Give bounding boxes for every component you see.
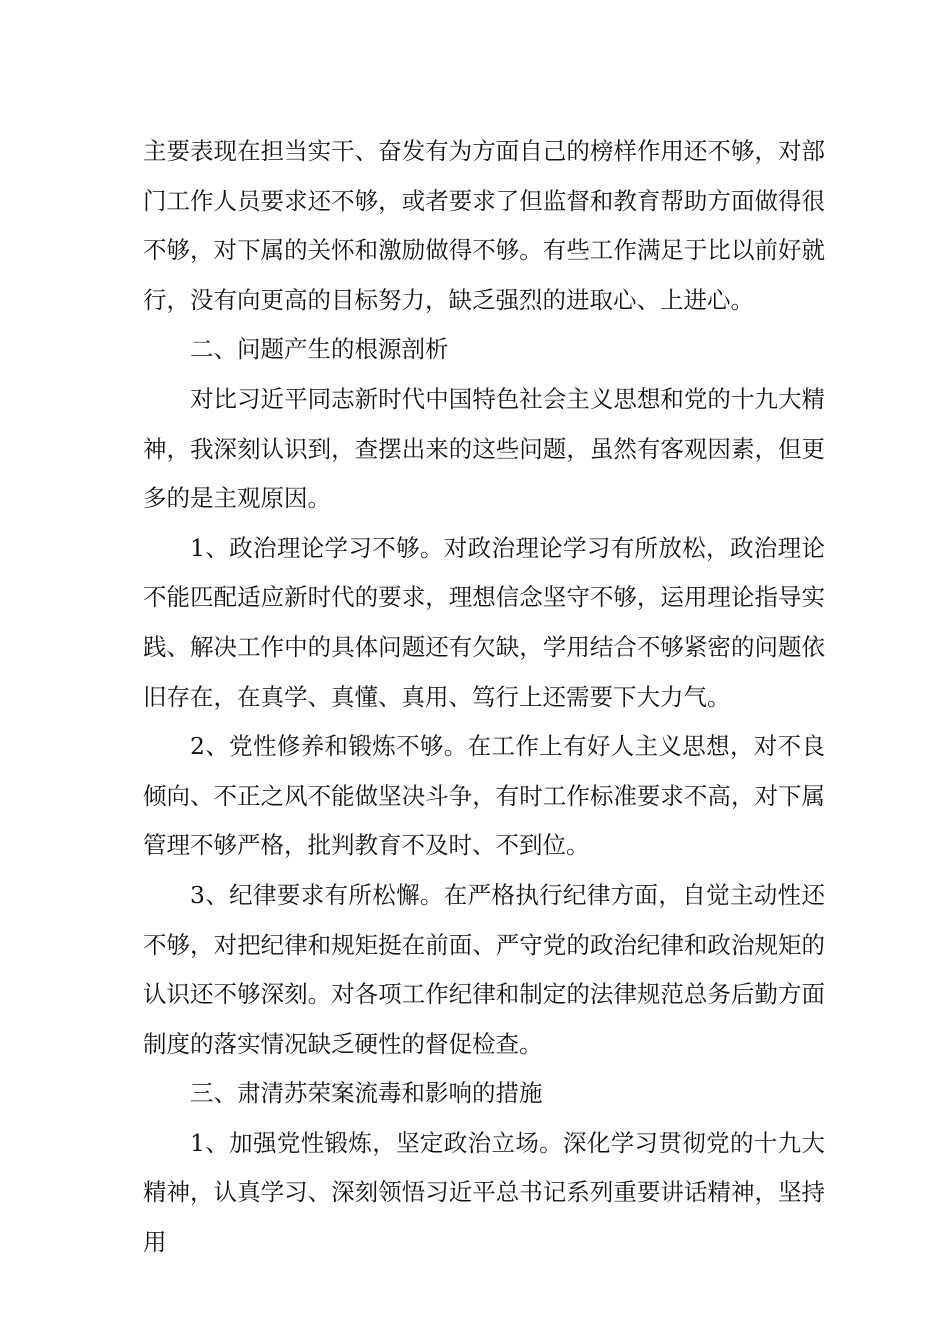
paragraph-item-2: 2、党性修养和锻炼不够。在工作上有好人主义思想，对不良倾向、不正之风不能做坚决斗争，有时工作标准要求不高，对下属管理不够严格，批判教育不及时、不到位。 xyxy=(143,732,825,860)
section-heading-root-cause: 二、问题产生的根源剖析 xyxy=(190,335,449,364)
paragraph-continuation: 主要表现在担当实干、奋发有为方面自己的榜样作用还不够，对部门工作人员要求还不够，或者要求了但监督和教育帮助方面做得很不够，对下属的关怀和激励做得不够。有些工作满足于比以前好就行，没有向更高的目标努力，缺乏强烈的进取心、上进心。 xyxy=(143,137,825,314)
paragraph-intro: 对比习近平同志新时代中国特色社会主义思想和党的十九大精神，我深刻认识到，查摆出来的这些问题，虽然有客观因素，但更多的是主观原因。 xyxy=(143,384,825,513)
paragraph-item-3: 3、纪律要求有所松懈。在严格执行纪律方面，自觉主动性还不够，对把纪律和规矩挺在前面、严守党的政治纪律和政治规矩的认识还不够深刻。对各项工作纪律和制定的法律规范总务后勤方面制度的落实情况缺乏硬性的督促检查。 xyxy=(143,880,825,1058)
paragraph-measure-1: 1、加强党性锻炼，坚定政治立场。深化学习贯彻党的十九大精神，认真学习、深刻领悟习近平总书记系列重要讲话精神，坚持用 xyxy=(143,1128,825,1257)
section-heading-measures: 三、肃清苏荣案流毒和影响的措施 xyxy=(190,1079,543,1108)
document-body xyxy=(143,127,825,1268)
paragraph-item-1: 1、政治理论学习不够。对政治理论学习有所放松，政治理论不能匹配适应新时代的要求，理想信念坚守不够，运用理论指导实践、解决工作中的具体问题还有欠缺，学用结合不够紧密的问题依旧存在，在真学、真懂、真用、笃行上还需要下大力气。 xyxy=(143,533,825,711)
